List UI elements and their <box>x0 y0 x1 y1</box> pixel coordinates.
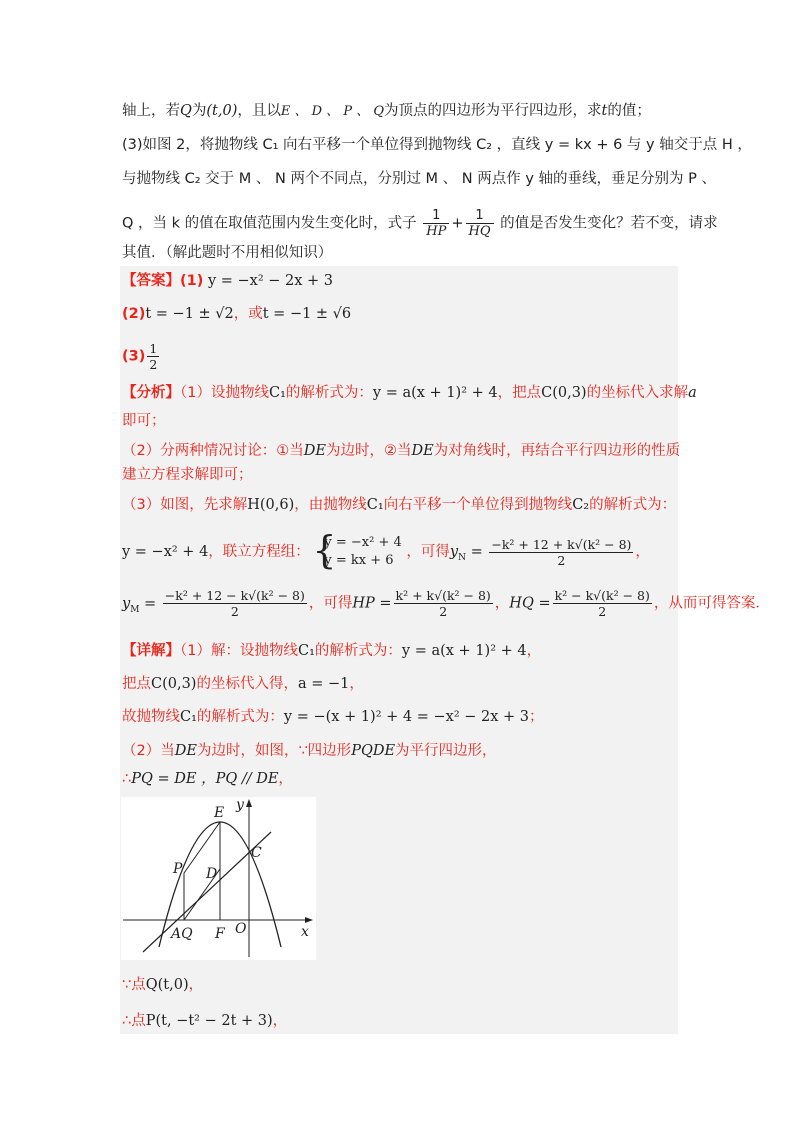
label-aq: AQ <box>171 926 193 942</box>
analysis-line-7: $y_M$ = $\frac{\text{−k² + 12 − k√(k² − 8)}}{2}$ ，可得HP = $\frac{\text{k² + k√(k² − 8)}}{2}$ ，HQ = $\frac{\text{k² − k√(k² − 8)}}{2}$ ，从而可得答案． <box>122 588 770 619</box>
question-line-5: 其值．（解此题时不用相似知识） <box>122 245 333 261</box>
fraction-1-over-hp: $\frac{1}{HP}$ <box>423 208 449 239</box>
answer-part-1: 【答案】(1) y = −x² − 2x + 3 <box>122 273 334 289</box>
label-o: O <box>235 921 247 937</box>
x-axis-arrow <box>305 917 313 923</box>
detail-line-5: ∴PQ = DE ，PQ // DE， <box>122 771 293 787</box>
fraction-1-over-hq: $\frac{1}{HQ}$ <box>466 208 494 239</box>
y-axis-arrow <box>246 799 252 807</box>
analysis-line-1: 【分析】（1）设抛物线C₁的解析式为：y = a(x + 1)² + 4，把点C(0,3)的坐标代入求解a <box>122 385 697 401</box>
detail-line-7: ∴点P(t, −t² − 2t + 3)， <box>122 1013 288 1029</box>
analysis-line-2: 即可； <box>122 413 166 429</box>
fraction-hp: $\frac{\text{k² + k√(k² − 8)}}{2}$ <box>395 588 491 619</box>
label-e: E <box>214 805 225 821</box>
label-x: x <box>301 924 309 940</box>
parabola-diagram <box>121 797 316 960</box>
question-line-1: 轴上，若Q为(t,0)，且以E 、 D 、 P 、 Q为顶点的四边形为平行四边形，求t的值； <box>122 103 651 119</box>
label-f: F <box>215 926 225 942</box>
question-line-2: (3)如图 2，将抛物线 C₁ 向右平移一个单位得到抛物线 C₂ ，直线 y = kx + 6 与 y 轴交于点 H ， <box>122 137 752 153</box>
answer-part-2: (2)t = −1 ± √2，或t = −1 ± √6 <box>122 306 352 322</box>
fraction-yn: $\frac{\text{−k² + 12 + k√(k² − 8)}}{2}$ <box>491 536 632 568</box>
detail-line-1: 【详解】（1）解：设抛物线C₁的解析式为：y = a(x + 1)² + 4， <box>122 643 542 659</box>
parabola-figure <box>121 797 316 960</box>
detail-line-6: ∵点Q(t,0)， <box>122 977 204 993</box>
equation-system: { y = −x² + 4 y = kx + 6 <box>314 534 401 570</box>
detail-line-3: 故抛物线C₁的解析式为：y = −(x + 1)² + 4 = −x² − 2x + 3； <box>122 709 544 725</box>
answer-fraction-one-half: $\frac{1}{2}$ <box>149 341 158 372</box>
label-c: C <box>251 845 262 861</box>
answer-part-3: (3) $\frac{1}{2}$ <box>122 341 158 372</box>
analysis-line-3: （2）分两种情况讨论：①当DE为边时，②当DE为对角线时，再结合平行四边形的性质 <box>122 443 681 459</box>
label-y: y <box>236 797 244 813</box>
fraction-hq: $\frac{\text{k² − k√(k² − 8)}}{2}$ <box>554 588 650 619</box>
detail-line-2: 把点C(0,3)的坐标代入得，a = −1， <box>122 676 364 692</box>
label-d: D <box>206 866 218 882</box>
fraction-ym: $\frac{\text{−k² + 12 − k√(k² − 8)}}{2}$ <box>164 588 305 619</box>
label-p: P <box>173 861 183 877</box>
question-line-3: 与抛物线 C₂ 交于 M 、 N 两个不同点，分别过 M 、 N 两点作 y 轴的垂线，垂足分别为 P 、 <box>122 171 717 187</box>
question-line-4: Q ，当 k 的值在取值范围内发生变化时，式子 $\frac{1}{HP}$ + $\frac{1}{HQ}$ 的值是否发生变化？若不变，请求 <box>122 208 718 239</box>
detail-line-4: （2）当DE为边时，如图，∵四边形PQDE为平行四边形， <box>122 743 497 759</box>
analysis-line-6: y = −x² + 4，联立方程组： { y = −x² + 4 y = kx + 6 ，可得$y_N$ = $\frac{\text{−k² + 12 + k√(k² − 8)}}{2}$ ， <box>122 534 650 570</box>
analysis-line-4: 建立方程求解即可； <box>122 467 253 483</box>
analysis-line-5: （3）如图，先求解H(0,6)，由抛物线C₁向右平移一个单位得到抛物线C₂的解析式为： <box>122 497 677 513</box>
